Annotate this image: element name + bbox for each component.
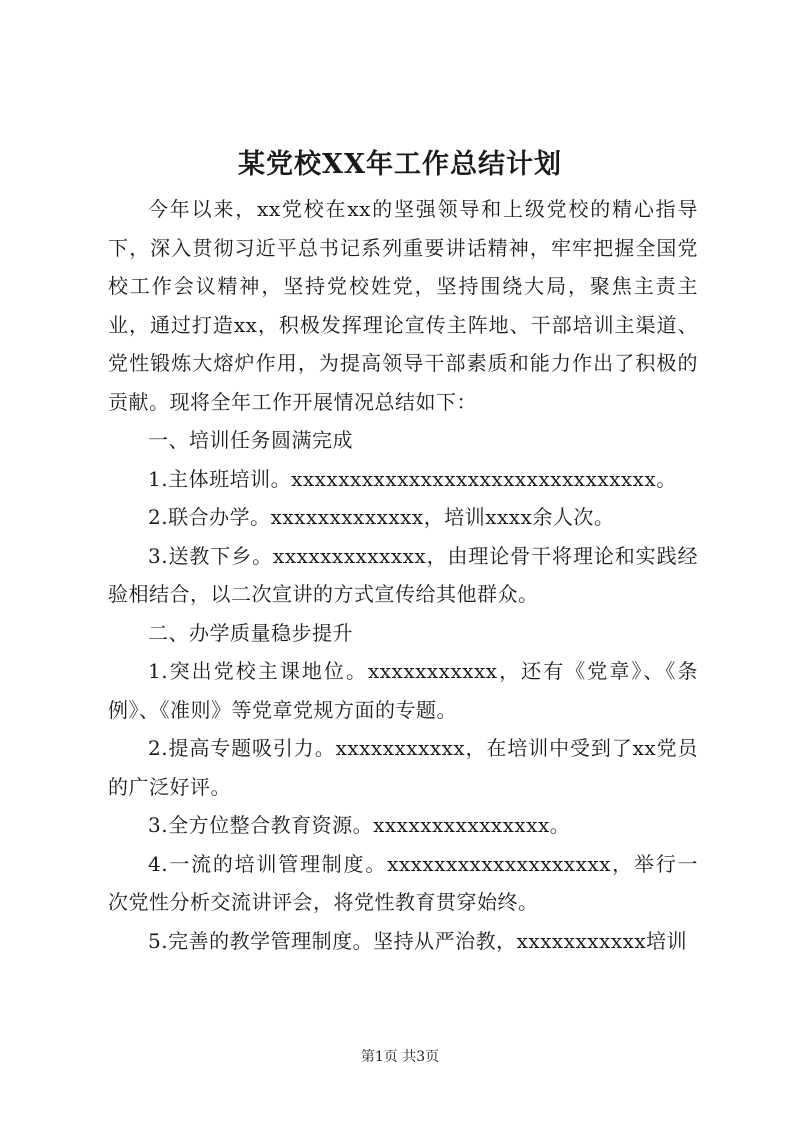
document-title: 某党校XX年工作总结计划 xyxy=(238,149,562,180)
list-item: 4.一流的培训管理制度。xxxxxxxxxxxxxxxxxxx，举行一次党性分析交流讲评会，将党性教育贯穿始终。 xyxy=(108,851,698,914)
list-item: 5.完善的教学管理制度。坚持从严治教，xxxxxxxxxxx培训 xyxy=(148,928,688,953)
list-item: 3.全方位整合教育资源。xxxxxxxxxxxxxxx。 xyxy=(148,813,571,837)
section-heading-2: 二、办学质量稳步提升 xyxy=(148,620,353,645)
page-number: 第1页 共3页 xyxy=(360,1049,440,1065)
list-item: 2.提高专题吸引力。xxxxxxxxxxx，在培训中受到了xx党员的广泛好评。 xyxy=(108,736,698,799)
document-body xyxy=(108,190,698,960)
list-item: 3.送教下乡。xxxxxxxxxxxxx，由理论骨干将理论和实践经验相结合，以二次宣讲的方式宣传给其他群众。 xyxy=(108,543,698,606)
intro-paragraph: 今年以来，xx党校在xx的坚强领导和上级党校的精心指导下，深入贯彻习近平总书记系列重要讲话精神，牢牢把握全国党校工作会议精神，坚持党校姓党，坚持围绕大局，聚焦主责主业，通过打造xx，积极发挥理论宣传主阵地、干部培训主渠道、党性锻炼大熔炉作用，为提高领导干部素质和能力作出了积极的贡献。现将全年工作开展情况总结如下： xyxy=(108,197,698,414)
list-item: 2.联合办学。xxxxxxxxxxxxx，培训xxxx余人次。 xyxy=(148,505,615,529)
section-heading-1: 一、培训任务圆满完成 xyxy=(148,428,353,452)
list-item: 1.主体班培训。xxxxxxxxxxxxxxxxxxxxxxxxxxxxxxx。 xyxy=(148,466,677,491)
list-item: 1.突出党校主课地位。xxxxxxxxxxx，还有《党章》、《条例》、《准则》等党章党规方面的专题。 xyxy=(108,659,698,722)
